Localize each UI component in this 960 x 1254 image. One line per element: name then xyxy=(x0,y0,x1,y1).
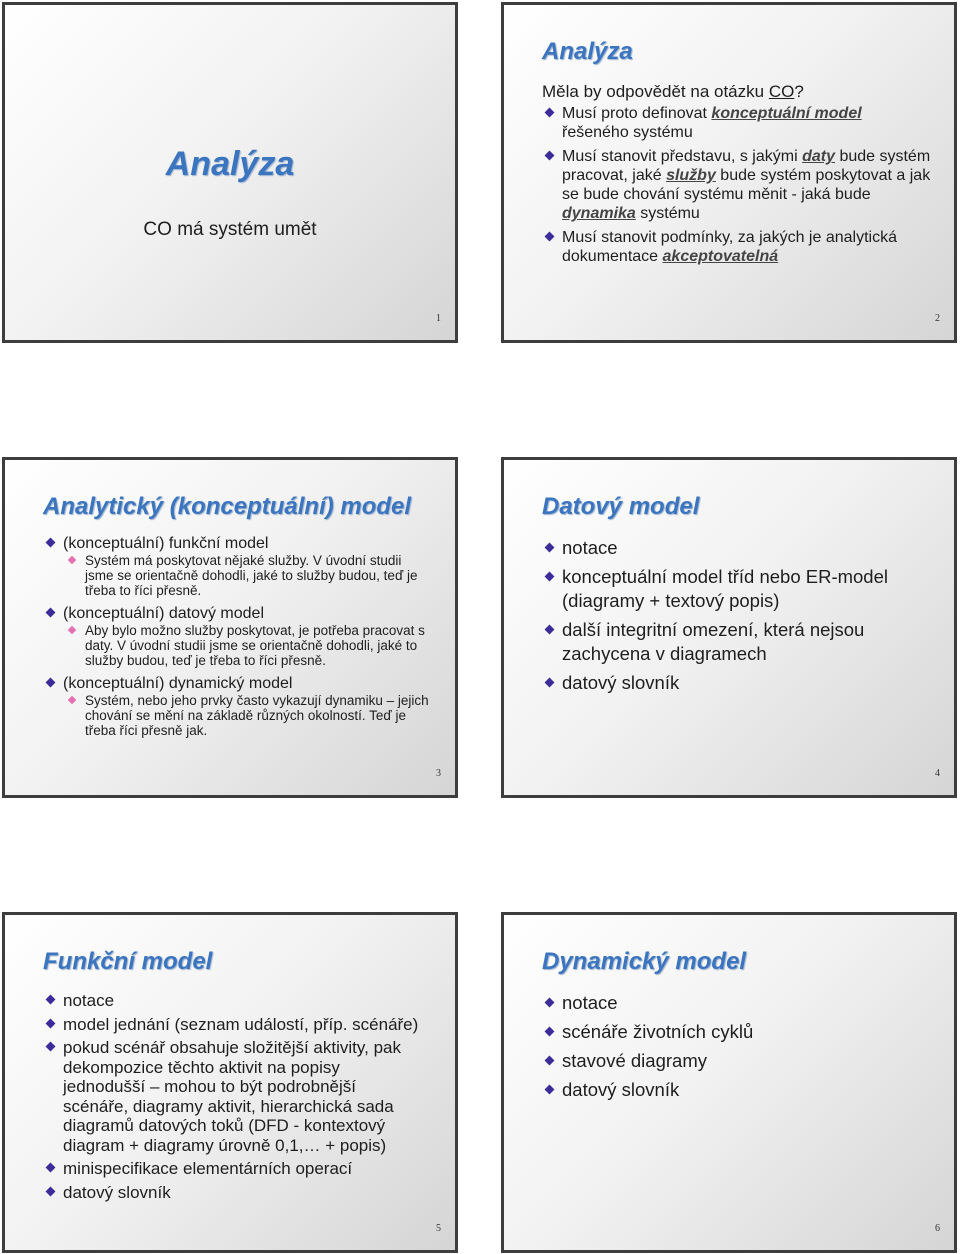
slide-body xyxy=(43,534,433,738)
slide-title: Datový model xyxy=(542,493,700,520)
list-item: datový slovník xyxy=(542,1078,932,1102)
list-item: (konceptuální) datový model xyxy=(43,604,433,623)
keyword: dynamika xyxy=(562,205,636,222)
slide-body xyxy=(542,991,932,1102)
keyword: konceptuální model xyxy=(711,105,862,122)
text: bude systém pracovat, jaké xyxy=(562,148,931,184)
list-item xyxy=(542,104,932,142)
text: Musí stanovit podmínky, za jakých je analytická dokumentace xyxy=(562,229,897,265)
text: bude systém poskytovat a jak se bude chování systému měnit - jaká bude xyxy=(562,167,931,203)
list-item: notace xyxy=(43,991,421,1011)
slide-5 xyxy=(2,912,458,1253)
sub-list-item: Aby bylo možno služby poskytovat, je potřeba pracovat s daty. V úvodní studii jsme se orientačně dohodli, jaké to služby budou, teď je třeba to říci přesně. xyxy=(63,623,433,668)
keyword: akceptovatelná xyxy=(662,248,779,265)
list-item: minispecifikace elementárních operací xyxy=(43,1159,421,1179)
keyword: služby xyxy=(666,167,716,184)
slide-number: 4 xyxy=(935,768,940,779)
text: systému xyxy=(635,205,700,222)
lead-end: ? xyxy=(794,82,804,101)
slide-number: 5 xyxy=(436,1223,441,1234)
bullet-list xyxy=(542,991,932,1102)
bullet-list xyxy=(542,536,932,695)
slide-title: Analýza xyxy=(165,145,295,183)
slide-title: Analýza xyxy=(542,38,633,65)
text: Musí stanovit představu, s jakými xyxy=(562,148,803,165)
lead-line xyxy=(542,82,932,102)
list-item xyxy=(542,147,932,223)
list-item: scénáře životních cyklů xyxy=(542,1020,932,1044)
slide-number: 1 xyxy=(436,313,441,324)
slide-body xyxy=(43,991,421,1202)
list-item xyxy=(542,228,932,266)
text: řešeného systému xyxy=(562,124,693,141)
list-item: (konceptuální) funkční model xyxy=(43,534,433,553)
list-item: (konceptuální) dynamický model xyxy=(43,674,433,693)
slide-title: Analytický (konceptuální) model xyxy=(43,493,412,520)
slide-number: 6 xyxy=(935,1223,940,1234)
list-item: model jednání (seznam událostí, příp. scénáře) xyxy=(43,1015,421,1035)
slide-title: Dynamický model xyxy=(542,948,747,975)
list-item: notace xyxy=(542,991,932,1015)
list-item: další integritní omezení, která nejsou zachycena v diagramech xyxy=(542,618,932,666)
bullet-list xyxy=(43,534,433,738)
bullet-list xyxy=(43,991,421,1202)
list-item: datový slovník xyxy=(43,1183,421,1203)
list-item: datový slovník xyxy=(542,671,932,695)
slide-6 xyxy=(501,912,957,1253)
sub-list-item: Systém má poskytovat nějaké služby. V úvodní studii jsme se orientačně dohodli, jaké to služby budou, teď je třeba to říci přesně. xyxy=(63,553,433,598)
text: Musí proto definovat xyxy=(562,105,712,122)
list-item: konceptuální model tříd nebo ER-model (diagramy + textový popis) xyxy=(542,565,932,613)
keyword: daty xyxy=(802,148,835,165)
slide-body xyxy=(542,82,932,266)
slide-2 xyxy=(501,2,957,343)
list-item: notace xyxy=(542,536,932,560)
slide-title: Funkční model xyxy=(43,948,213,975)
slide-number: 2 xyxy=(935,313,940,324)
slide-number: 3 xyxy=(436,768,441,779)
bullet-list xyxy=(542,104,932,266)
lead-text: Měla by odpovědět na otázku xyxy=(542,82,769,101)
slide-subtitle: CO má systém umět xyxy=(143,219,317,240)
list-item: stavové diagramy xyxy=(542,1049,932,1073)
lead-keyword: CO xyxy=(768,82,795,101)
slide-1 xyxy=(2,2,458,343)
sub-list-item: Systém, nebo jeho prvky často vykazují dynamiku – jejich chování se mění na základě různých okolností. Teď je třeba říci přesně jak. xyxy=(63,693,433,738)
list-item: pokud scénář obsahuje složitější aktivity, pak dekompozice těchto aktivit na popisy jednodušší – mohou to být podrobnější scénáře, diagramy aktivit, hierarchická sada diagramů datových toků (DFD - kontextový diagram + diagramy úrovně 0,1,… + popis) xyxy=(43,1038,421,1155)
slide-3 xyxy=(2,457,458,798)
slide-4 xyxy=(501,457,957,798)
slide-body xyxy=(542,536,932,695)
